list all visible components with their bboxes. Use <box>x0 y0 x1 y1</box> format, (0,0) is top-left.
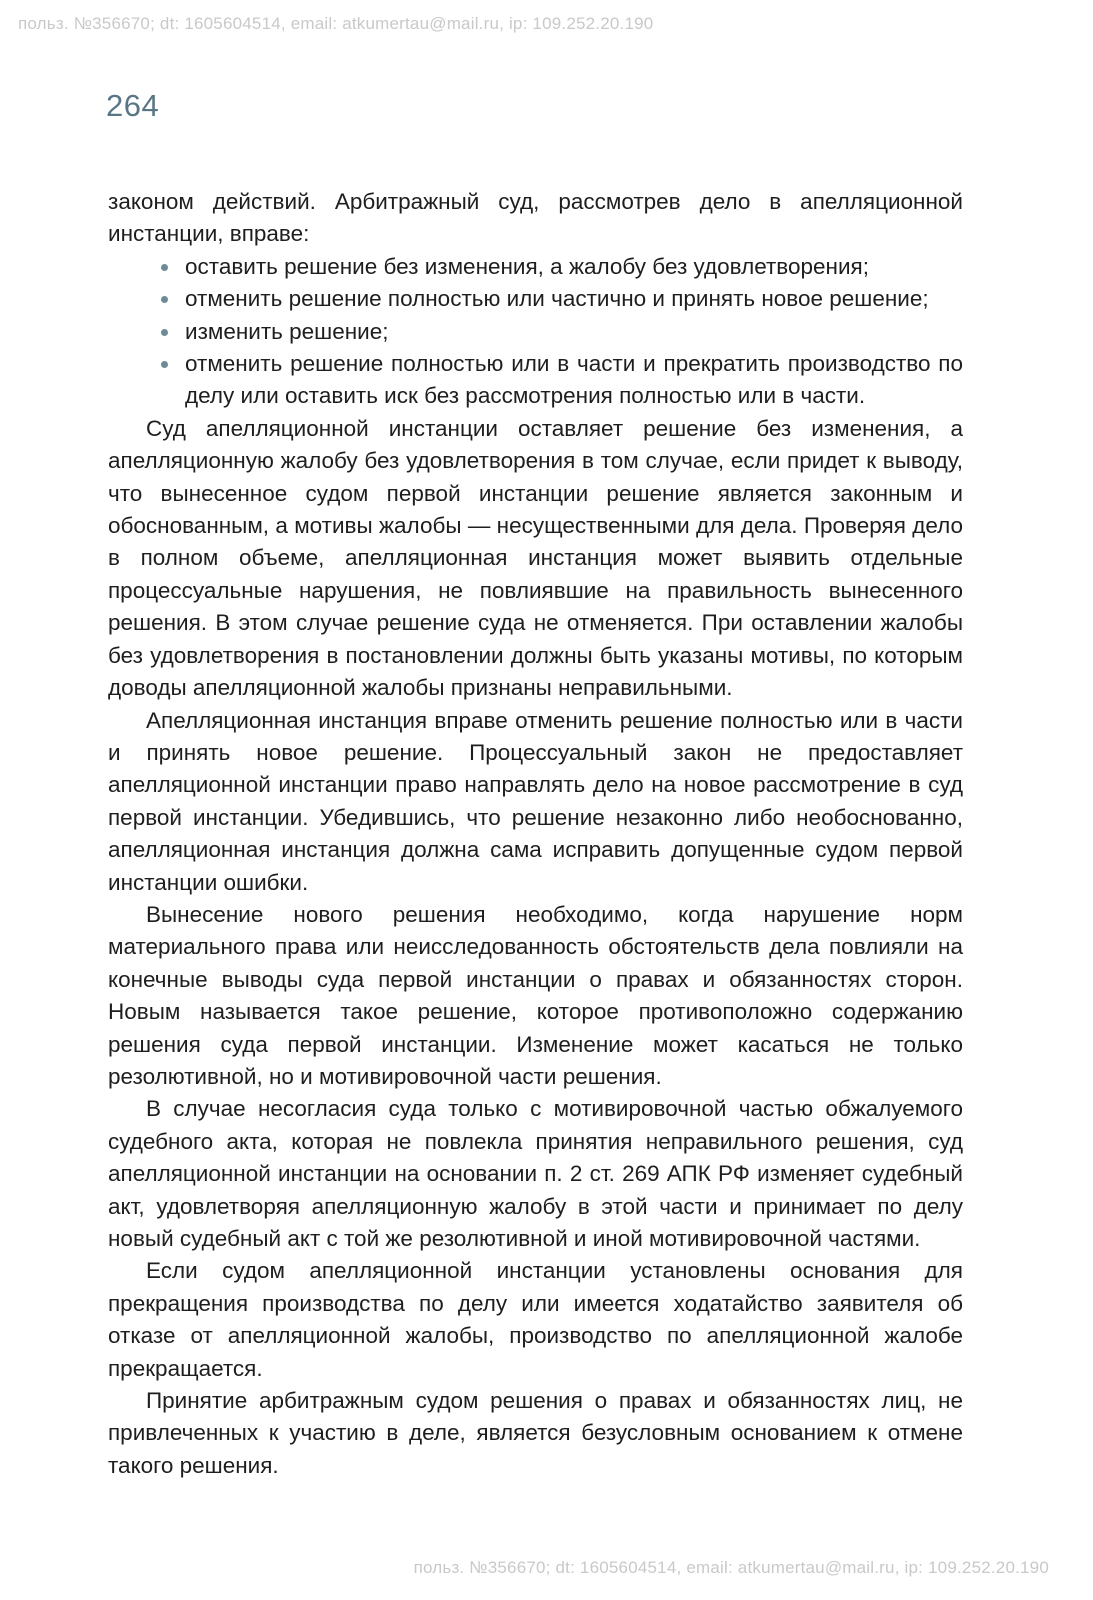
list-item-text: отменить решение полностью или в части и прекратить производство по делу или оставить иск без рассмотрения полностью или в части. <box>185 351 963 409</box>
bullet-list <box>108 251 963 413</box>
list-item <box>185 348 963 413</box>
bullet-icon <box>161 329 168 336</box>
paragraph: Принятие арбитражным судом решения о правах и обязанностях лиц, не привлеченных к участию в деле, является безусловным основанием к отмене такого решения. <box>108 1388 963 1478</box>
bullet-icon <box>161 361 168 368</box>
bullet-icon <box>161 296 168 303</box>
list-item <box>185 316 963 348</box>
list-item-text: изменить решение; <box>185 318 389 344</box>
paragraph: Апелляционная инстанция вправе отменить решение полностью или в части и принять новое решение. Процессуальный закон не предоставляет апелляционной инстанции право направлять дело на новое рассмотрение в суд первой инстанции. Убедившись, что решение незаконно либо необоснованно, апелляционная инстанция должна сама исправить допущенные судом первой инстанции ошибки. <box>108 707 963 895</box>
bullet-icon <box>161 264 168 271</box>
paragraph: Если судом апелляционной инстанции установлены основания для прекращения производства по делу или имеется ходатайство заявителя об отказе от апелляционной жалобы, производство по апелляционной жалобе прекращается. <box>108 1258 963 1381</box>
watermark-top: польз. №356670; dt: 1605604514, email: atkumertau@mail.ru, ip: 109.252.20.190 <box>18 14 654 33</box>
list-item-text: отменить решение полностью или частично и принять новое решение; <box>185 286 929 312</box>
paragraph: Вынесение нового решения необходимо, когда нарушение норм материального права или неисследованность обстоятельств дела повлияли на конечные выводы суда первой инстанции о правах и обязанностях сторон. Новым называется такое решение, которое противоположно содержанию решения суда первой инстанции. Изменение может касаться не только резолютивной, но и мотивировочной части решения. <box>108 901 963 1089</box>
paragraph: В случае несогласия суда только с мотивировочной частью обжалуемого судебного акта, которая не повлекла принятия неправильного решения, суд апелляционной инстанции на основании п. 2 ст. 269 АПК РФ изменяет судебный акт, удовлетворяя апелляционную жалобу в этой части и принимает по делу новый судебный акт с той же резолютивной и иной мотивировочной частями. <box>108 1096 963 1251</box>
paragraph: Суд апелляционной инстанции оставляет решение без изменения, а апелляционную жалобу без удовлетворения в том случае, если придет к выводу, что вынесенное судом первой инстанции решение является законным и обоснованным, а мотивы жалобы — несущественными для дела. Проверяя дело в полном объеме, апелляционная инстанция может выявить отдельные процессуальные нарушения, не повлиявшие на правильность вынесенного решения. В этом случае решение суда не отменяется. При оставлении жалобы без удовлетворения в постановлении должны быть указаны мотивы, по которым доводы апелляционной жалобы признаны неправильными. <box>108 415 963 701</box>
intro-paragraph: законом действий. Арбитражный суд, рассмотрев дело в апелляционной инстанции, вправе: <box>108 189 963 247</box>
list-item <box>185 283 963 315</box>
page-number: 264 <box>106 88 160 123</box>
list-item <box>185 251 963 283</box>
list-item-text: оставить решение без изменения, а жалобу без удовлетворения; <box>185 253 869 279</box>
watermark-bottom: польз. №356670; dt: 1605604514, email: atkumertau@mail.ru, ip: 109.252.20.190 <box>413 1558 1049 1577</box>
body-text <box>108 186 963 1482</box>
